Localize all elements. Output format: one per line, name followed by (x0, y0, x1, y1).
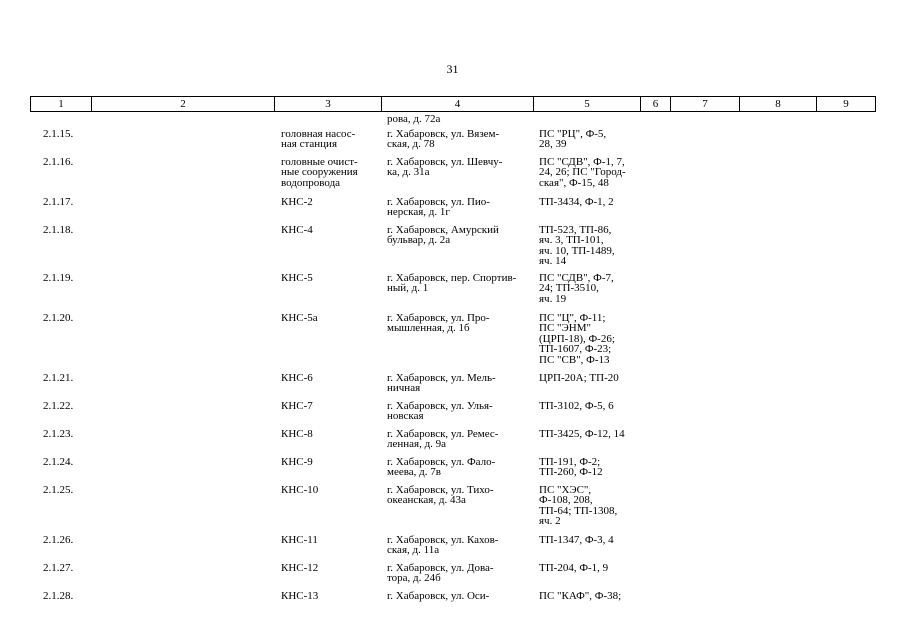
facility-address: г. Хабаровск, ул. Тихо- океанская, д. 43а (387, 484, 494, 507)
row-number: 2.1.24. (43, 456, 74, 468)
power-source: ТП-204, Ф-1, 9 (539, 562, 609, 574)
facility-name: головная насос- ная станция (281, 128, 356, 151)
row-number: 2.1.27. (43, 562, 74, 574)
facility-address: г. Хабаровск, ул. Пио- нерская, д. 1г (387, 196, 490, 219)
power-source: ТП-191, Ф-2; ТП-260, Ф-12 (539, 456, 603, 479)
row-number: 2.1.28. (43, 590, 74, 602)
facility-name: КНС-10 (281, 484, 319, 496)
header-cell: 7 (671, 97, 740, 111)
row-number: 2.1.23. (43, 428, 74, 440)
header-cell: 1 (31, 97, 92, 111)
continuation-text: рова, д. 72а (387, 113, 441, 125)
facility-address: г. Хабаровск, ул. Оси- (387, 590, 490, 602)
facility-address: г. Хабаровск, ул. Улья- новская (387, 400, 493, 423)
facility-address: г. Хабаровск, ул. Про- мышленная, д. 1б (387, 312, 490, 335)
facility-address: г. Хабаровск, ул. Кахов- ская, д. 11а (387, 534, 499, 557)
facility-name: КНС-5а (281, 312, 318, 324)
power-source: ПС "КАФ", Ф-38; (539, 590, 622, 602)
power-source: ТП-3102, Ф-5, 6 (539, 400, 614, 412)
facility-name: КНС-7 (281, 400, 313, 412)
row-number: 2.1.20. (43, 312, 74, 324)
facility-address: г. Хабаровск, ул. Вязем- ская, д. 78 (387, 128, 500, 151)
header-cell: 4 (382, 97, 534, 111)
power-source: ТП-3434, Ф-1, 2 (539, 196, 614, 208)
power-source: ПС "ХЭС", Ф-108, 208, ТП-64; ТП-1308, яч. 2 (539, 484, 618, 528)
power-source: ТП-3425, Ф-12, 14 (539, 428, 625, 440)
row-number: 2.1.21. (43, 372, 74, 384)
row-number: 2.1.18. (43, 224, 74, 236)
header-cell: 6 (641, 97, 671, 111)
facility-name: головные очист- ные сооружения водопровода (281, 156, 358, 189)
page-number: 31 (446, 62, 459, 76)
facility-name: КНС-5 (281, 272, 313, 284)
facility-address: г. Хабаровск, ул. Фало- меева, д. 7в (387, 456, 496, 479)
row-number: 2.1.16. (43, 156, 74, 168)
power-source: ПС "СДВ", Ф-7, 24; ТП-3510, яч. 19 (539, 272, 614, 305)
power-source: ЦРП-20А; ТП-20 (539, 372, 619, 384)
facility-address: г. Хабаровск, ул. Дова- тора, д. 24б (387, 562, 494, 585)
row-number: 2.1.17. (43, 196, 74, 208)
facility-name: КНС-11 (281, 534, 318, 546)
row-number: 2.1.15. (43, 128, 74, 140)
facility-name: КНС-6 (281, 372, 313, 384)
facility-address: г. Хабаровск, ул. Ремес- ленная, д. 9а (387, 428, 499, 451)
header-cell: 2 (92, 97, 275, 111)
row-number: 2.1.22. (43, 400, 74, 412)
header-cell: 5 (534, 97, 641, 111)
header-cell: 9 (843, 98, 849, 110)
row-number: 2.1.25. (43, 484, 74, 496)
power-source: ТП-523, ТП-86, яч. 3, ТП-101, яч. 10, ТП-1489, яч. 14 (539, 224, 615, 268)
facility-name: КНС-4 (281, 224, 313, 236)
facility-address: г. Хабаровск, пер. Спортив- ный, д. 1 (387, 272, 517, 295)
header-cell: 8 (740, 97, 817, 111)
header-cell: 3 (275, 97, 382, 111)
facility-name: КНС-12 (281, 562, 319, 574)
power-source: ПС "Ц", Ф-11; ПС "ЭНМ" (ЦРП-18), Ф-26; ТП-1607, Ф-23; ПС "СВ", Ф-13 (539, 312, 615, 366)
facility-name: КНС-9 (281, 456, 313, 468)
facility-address: г. Хабаровск, Амурский бульвар, д. 2а (387, 224, 499, 247)
facility-name: КНС-2 (281, 196, 313, 208)
facility-address: г. Хабаровск, ул. Мель- ничная (387, 372, 496, 395)
power-source: ТП-1347, Ф-3, 4 (539, 534, 614, 546)
row-number: 2.1.19. (43, 272, 74, 284)
row-number: 2.1.26. (43, 534, 74, 546)
table-header (30, 96, 876, 112)
power-source: ПС "СДВ", Ф-1, 7, 24, 26; ПС "Город- ская", Ф-15, 48 (539, 156, 626, 189)
facility-name: КНС-13 (281, 590, 319, 602)
facility-name: КНС-8 (281, 428, 313, 440)
power-source: ПС "РЦ", Ф-5, 28, 39 (539, 128, 607, 151)
facility-address: г. Хабаровск, ул. Шевчу- ка, д. 31а (387, 156, 503, 179)
